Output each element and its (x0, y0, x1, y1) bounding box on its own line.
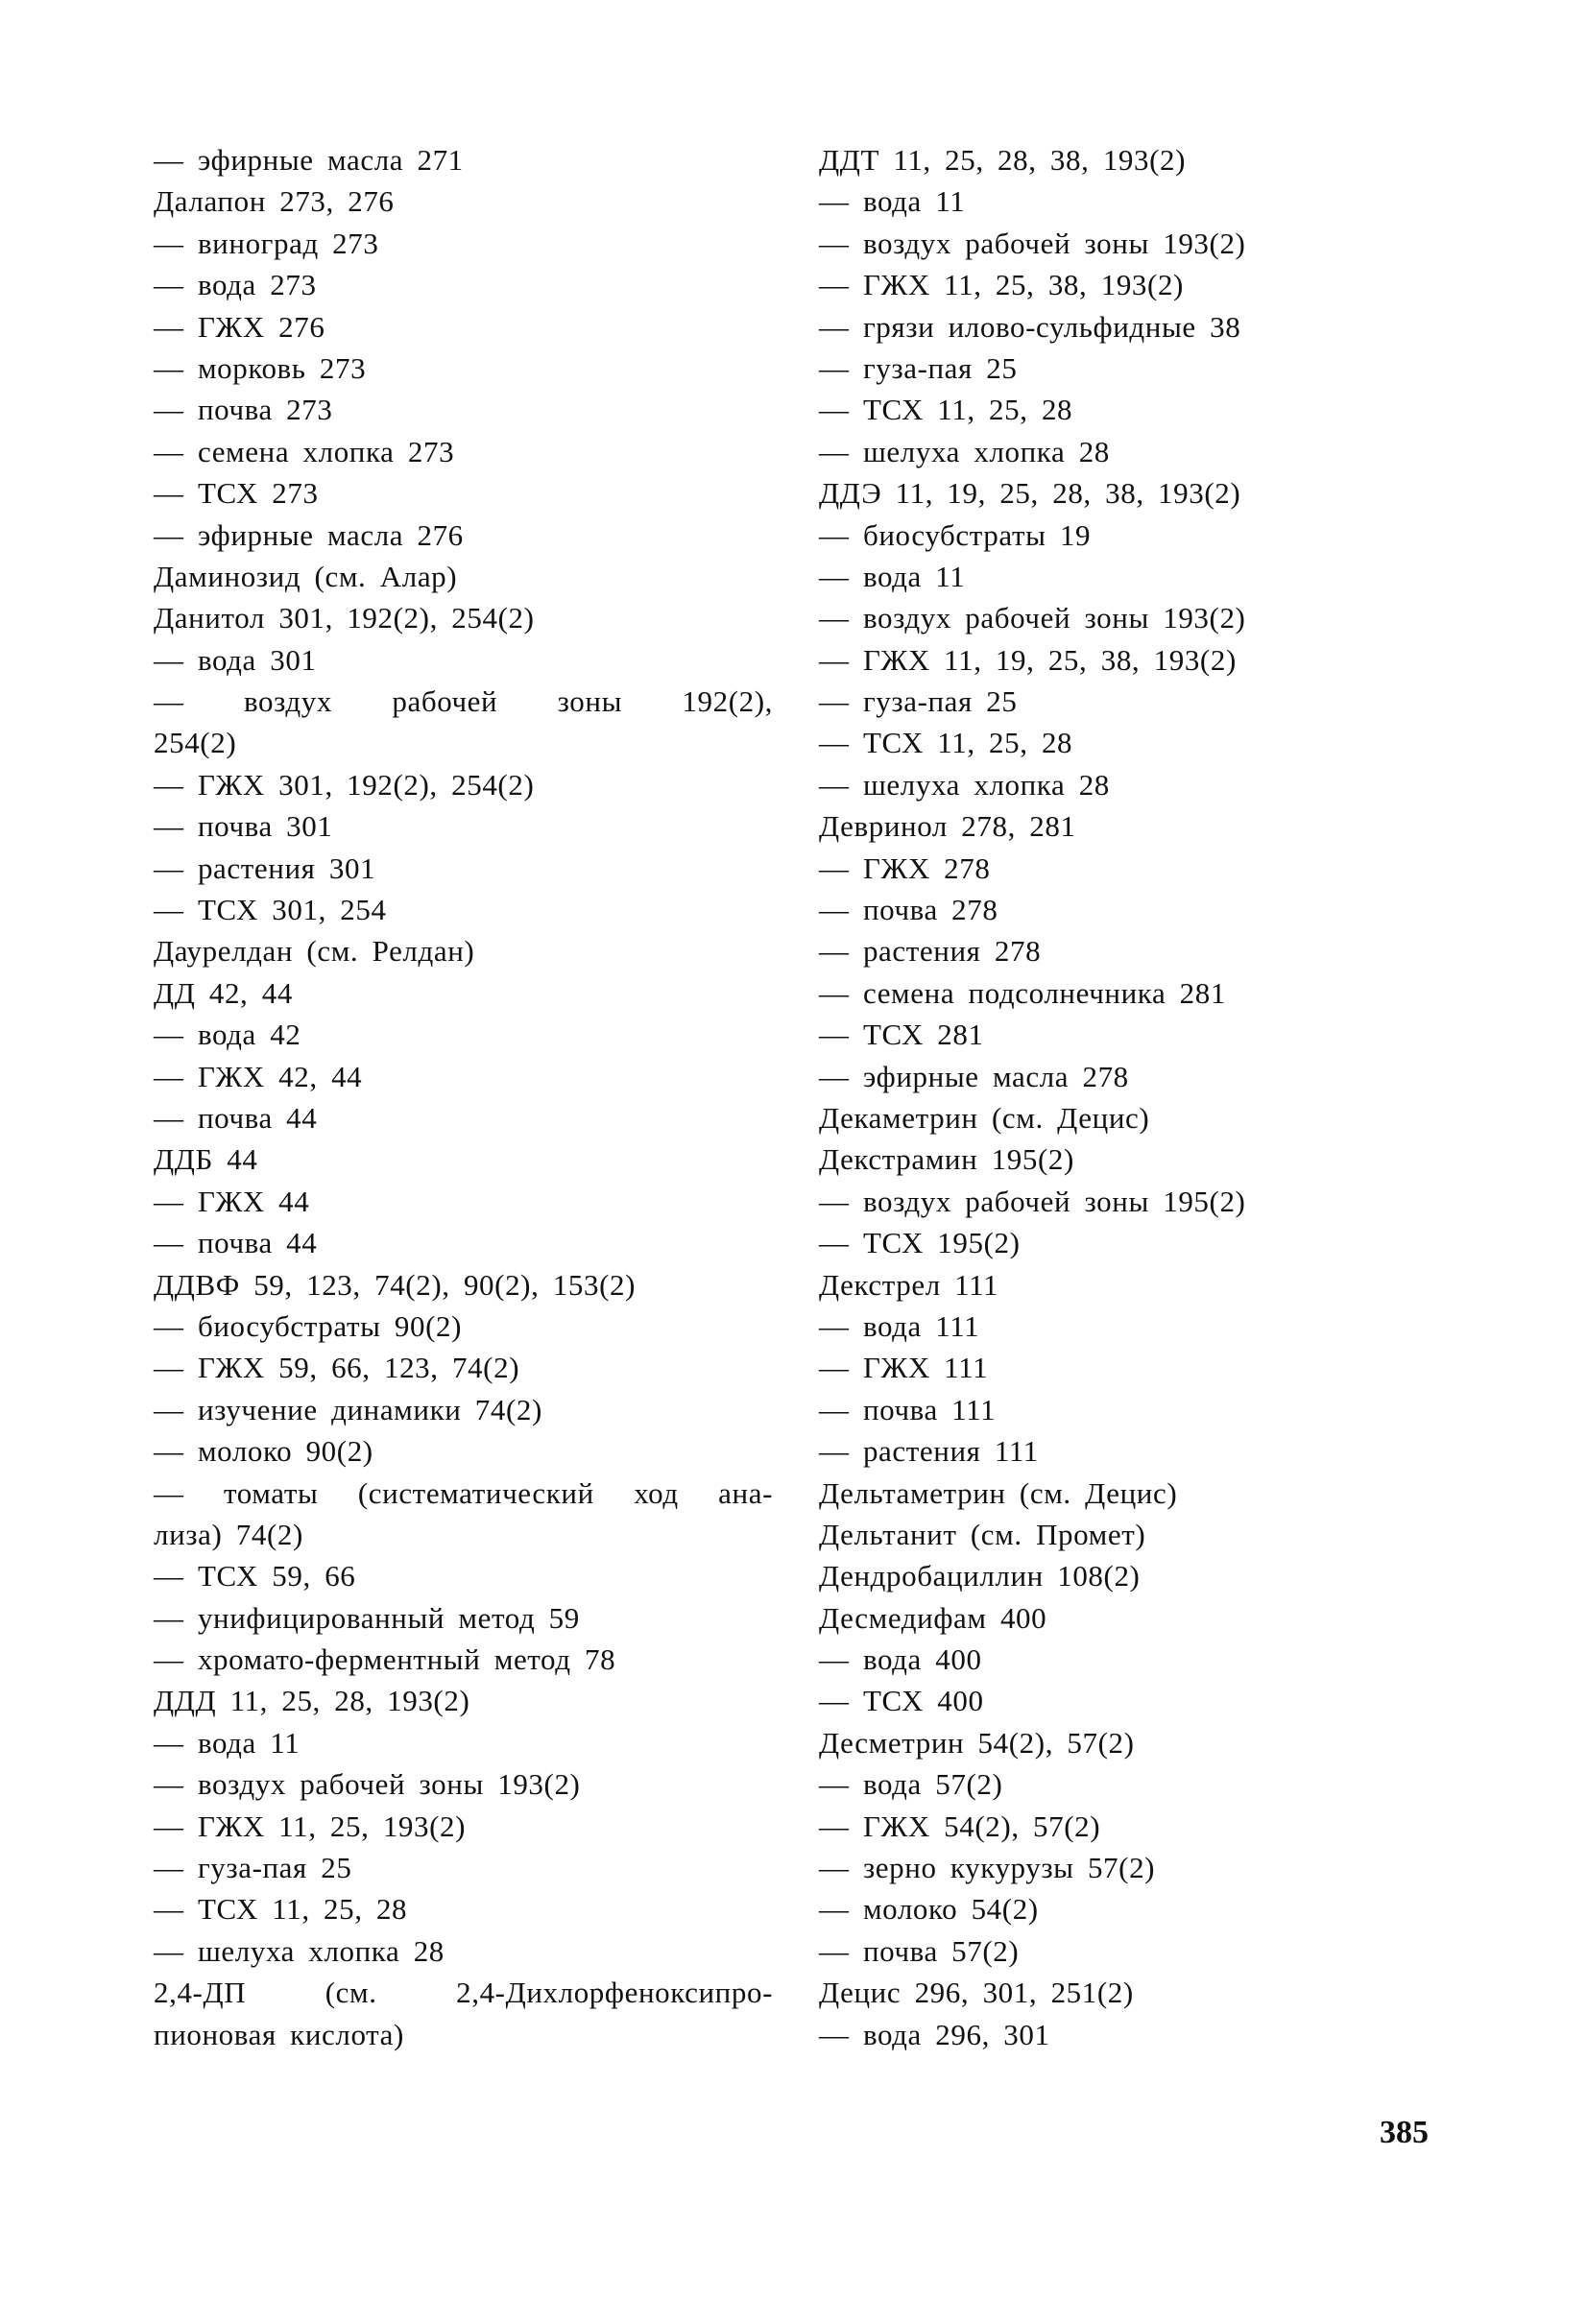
index-subentry: — вода 301 (154, 642, 317, 677)
index-entry: пионовая кислота) (154, 2017, 404, 2051)
index-subentry: — ТСХ 11, 25, 28 (819, 726, 1073, 760)
index-subentry: — томаты (систематический ход ана- (154, 1475, 773, 1510)
index-subentry: — вода 111 (819, 1308, 980, 1343)
index-entry: ДДТ 11, 25, 28, 38, 193(2) (819, 143, 1187, 177)
index-subentry: — эфирные масла 276 (154, 517, 464, 552)
index-entry: Девринол 278, 281 (819, 809, 1076, 844)
index-entry: ДДБ 44 (154, 1142, 258, 1177)
index-subentry: — воздух рабочей зоны 193(2) (154, 1767, 581, 1802)
index-subentry: — ГЖХ 11, 25, 38, 193(2) (819, 268, 1184, 302)
index-entry: Децис 296, 301, 251(2) (819, 1976, 1134, 2010)
index-subentry: — хромато-ферментный метод 78 (154, 1642, 616, 1677)
index-subentry: — растения 301 (154, 851, 376, 885)
index-subentry: — вода 42 (154, 1018, 301, 1052)
index-subentry: — ТСХ 400 (819, 1684, 984, 1718)
index-subentry: — почва 44 (154, 1100, 318, 1135)
index-subentry: — ТСХ 281 (819, 1018, 984, 1052)
index-entry: ДДД 11, 25, 28, 193(2) (154, 1684, 470, 1718)
index-subentry: — ТСХ 11, 25, 28 (819, 393, 1073, 427)
index-subentry: — семена хлопка 273 (154, 434, 455, 468)
index-subentry: — ТСХ 11, 25, 28 (154, 1892, 408, 1927)
index-subentry: — растения 111 (819, 1434, 1039, 1469)
index-subentry: — молоко 54(2) (819, 1892, 1039, 1927)
index-subentry: — ГЖХ 278 (819, 851, 991, 885)
index-subentry: — воздух рабочей зоны 193(2) (819, 226, 1246, 260)
index-subentry: — унифицированный метод 59 (154, 1600, 580, 1635)
index-subentry: — гуза-пая 25 (154, 1851, 352, 1885)
index-subentry: — вода 400 (819, 1642, 982, 1677)
index-entry: Даурелдан (см. Релдан) (154, 934, 475, 969)
index-subentry: — вода 11 (819, 559, 966, 593)
index-entry: Далапон 273, 276 (154, 184, 395, 219)
index-subentry: — шелуха хлопка 28 (819, 767, 1110, 802)
page-number: 385 (1380, 2115, 1429, 2150)
index-subentry: — почва 273 (154, 393, 333, 427)
index-subentry: — виноград 273 (154, 226, 379, 260)
index-entry: Декстрамин 195(2) (819, 1142, 1074, 1177)
index-entry: Десмедифам 400 (819, 1600, 1047, 1635)
index-subentry: — вода 296, 301 (819, 2017, 1050, 2051)
index-column-right (819, 139, 1438, 2055)
index-subentry: — ТСХ 59, 66 (154, 1559, 356, 1593)
index-subentry: — ТСХ 301, 254 (154, 893, 387, 927)
index-subentry: — растения 278 (819, 934, 1042, 969)
index-entry: Дельтанит (см. Промет) (819, 1517, 1146, 1551)
index-subentry: — почва 111 (819, 1392, 997, 1426)
index-column-left (154, 139, 773, 2055)
index-subentry: — ГЖХ 11, 19, 25, 38, 193(2) (819, 642, 1237, 677)
index-subentry: — ТСХ 195(2) (819, 1226, 1021, 1260)
index-entry: Декстрел 111 (819, 1267, 999, 1302)
index-subentry: — ТСХ 273 (154, 476, 319, 511)
index-subentry: — ГЖХ 54(2), 57(2) (819, 1809, 1101, 1843)
index-subentry: — эфирные масла 278 (819, 1059, 1129, 1093)
index-entry: Десметрин 54(2), 57(2) (819, 1725, 1135, 1760)
index-entry: 254(2) (154, 726, 237, 760)
index-subentry: — вода 11 (154, 1725, 301, 1760)
index-subentry: — ГЖХ 59, 66, 123, 74(2) (154, 1351, 520, 1385)
index-subentry: — вода 273 (154, 268, 317, 302)
index-entry: Декаметрин (см. Децис) (819, 1100, 1150, 1135)
index-subentry: — ГЖХ 301, 192(2), 254(2) (154, 767, 535, 802)
index-subentry: — шелуха хлопка 28 (154, 1933, 445, 1968)
index-subentry: — семена подсолнечника 281 (819, 975, 1226, 1010)
index-subentry: — гуза-пая 25 (819, 684, 1018, 719)
index-subentry: — ГЖХ 276 (154, 309, 325, 344)
index-entry: Даминозид (см. Алар) (154, 559, 458, 593)
index-subentry: — биосубстраты 19 (819, 517, 1092, 552)
index-subentry: — грязи илово-сульфидные 38 (819, 309, 1241, 344)
index-entry: ДДВФ 59, 123, 74(2), 90(2), 153(2) (154, 1267, 637, 1302)
index-entry: Дендробациллин 108(2) (819, 1559, 1141, 1593)
index-subentry: — вода 11 (819, 184, 966, 219)
index-subentry: — ГЖХ 111 (819, 1351, 989, 1385)
index-subentry: — почва 278 (819, 893, 998, 927)
index-subentry: — воздух рабочей зоны 192(2), (154, 684, 773, 719)
index-subentry: — гуза-пая 25 (819, 350, 1018, 385)
index-subentry: — воздух рабочей зоны 195(2) (819, 1184, 1246, 1218)
index-subentry: — ГЖХ 42, 44 (154, 1059, 363, 1093)
index-entry: лиза) 74(2) (154, 1517, 303, 1551)
index-subentry: — эфирные масла 271 (154, 143, 464, 177)
index-entry: Данитол 301, 192(2), 254(2) (154, 601, 535, 635)
index-subentry: — вода 57(2) (819, 1767, 1003, 1802)
index-subentry: — шелуха хлопка 28 (819, 434, 1110, 468)
index-subentry: — морковь 273 (154, 350, 367, 385)
index-entry: Дельтаметрин (см. Децис) (819, 1475, 1178, 1510)
index-subentry: — почва 301 (154, 809, 333, 844)
index-subentry: — воздух рабочей зоны 193(2) (819, 601, 1246, 635)
index-subentry: — биосубстраты 90(2) (154, 1308, 463, 1343)
index-subentry: — молоко 90(2) (154, 1434, 373, 1469)
index-subentry: — изучение динамики 74(2) (154, 1392, 542, 1426)
index-subentry: — почва 57(2) (819, 1933, 1020, 1968)
index-entry: ДД 42, 44 (154, 975, 293, 1010)
index-subentry: — почва 44 (154, 1226, 318, 1260)
index-entry: ДДЭ 11, 19, 25, 28, 38, 193(2) (819, 476, 1241, 511)
index-subentry: — зерно кукурузы 57(2) (819, 1851, 1156, 1885)
index-entry: 2,4-ДП (см. 2,4-Дихлорфеноксипро- (154, 1976, 773, 2010)
index-subentry: — ГЖХ 11, 25, 193(2) (154, 1809, 467, 1843)
index-subentry: — ГЖХ 44 (154, 1184, 310, 1218)
